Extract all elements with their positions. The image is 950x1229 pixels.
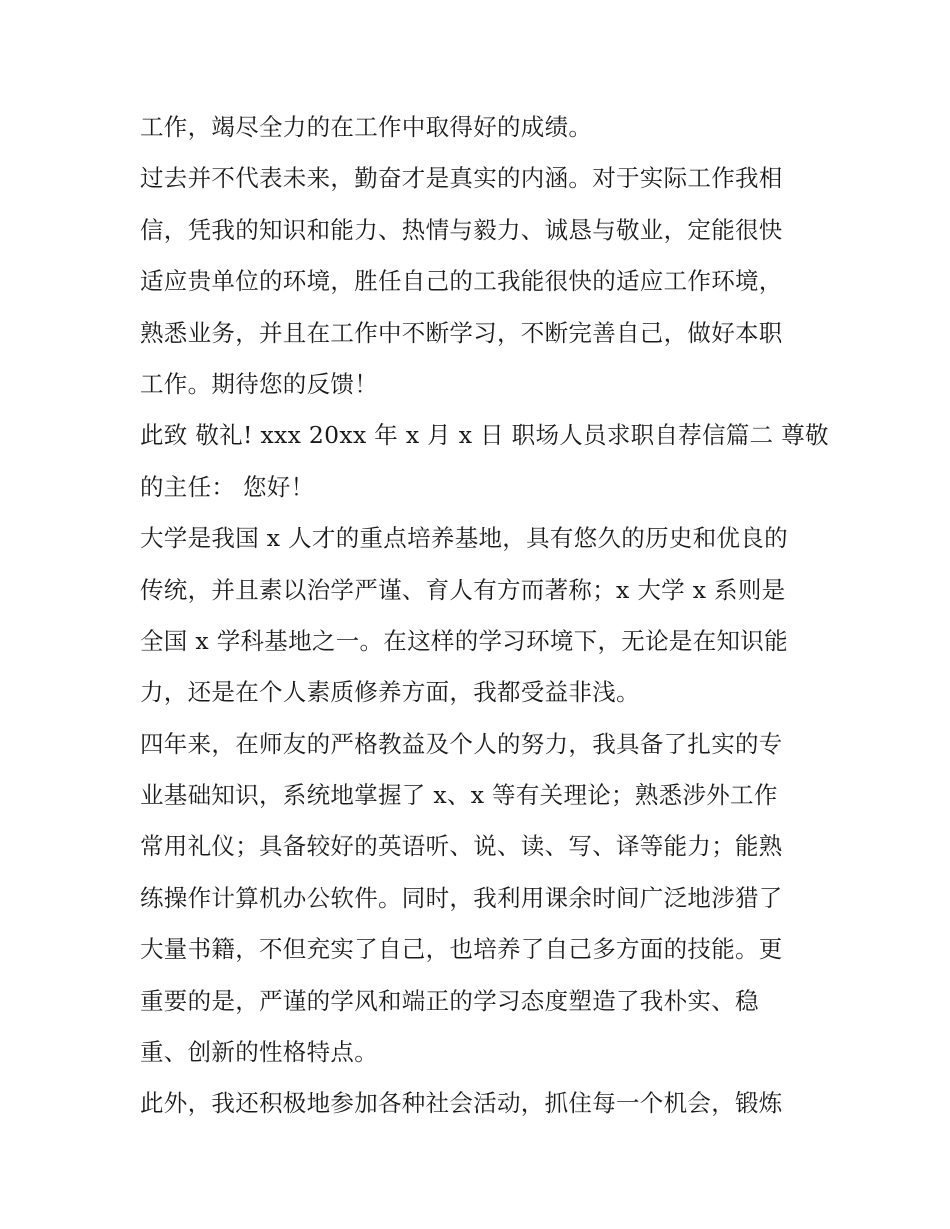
text-line: 重要的是，严谨的学风和端正的学习态度塑造了我朴实、稳 (140, 986, 759, 1015)
text-line: 练操作计算机办公软件。同时，我利用课余时间广泛地涉猎了 (140, 883, 783, 912)
text-line: 业基础知识，系统地掌握了 x、x 等有关理论；熟悉涉外工作 (140, 781, 778, 810)
text-line: 工作。期待您的反馈！ (140, 369, 378, 398)
text-line: 全国 x 学科基地之一。在这样的学习环境下，无论是在知识能 (140, 626, 788, 655)
text-line: 信，凭我的知识和能力、热情与毅力、诚恳与敬业，定能很快 (140, 215, 783, 244)
text-line: 大量书籍，不但充实了自己，也培养了自己多方面的技能。更 (140, 935, 783, 964)
letter-body (140, 102, 829, 1130)
text-line: 此致 敬礼! xxx 20xx 年 x 月 x 日 职场人员求职自荐信篇二 尊敬 (140, 421, 829, 450)
text-line: 四年来，在师友的严格教益及个人的努力，我具备了扎实的专 (140, 729, 783, 758)
text-line: 大学是我国 x 人才的重点培养基地，具有悠久的历史和优良的 (140, 524, 788, 553)
text-line: 重、创新的性格特点。 (140, 1038, 378, 1067)
text-line: 过去并不代表未来，勤奋才是真实的内涵。对于实际工作我相 (140, 164, 783, 193)
text-line: 传统，并且素以治学严谨、育人有方而著称；x 大学 x 系则是 (140, 575, 786, 604)
text-line: 常用礼仪；具备较好的英语听、说、读、写、译等能力；能熟 (140, 832, 783, 861)
text-line: 适应贵单位的环境，胜任自己的工我能很快的适应工作环境， (140, 267, 783, 296)
text-line: 熟悉业务，并且在工作中不断学习，不断完善自己，做好本职 (140, 318, 783, 347)
text-line: 的主任： 您好！ (140, 472, 315, 501)
text-line: 力，还是在个人素质修养方面，我都受益非浅。 (140, 678, 640, 707)
text-line: 此外，我还积极地参加各种社会活动，抓住每一个机会，锻炼 (140, 1089, 783, 1118)
text-line: 工作，竭尽全力的在工作中取得好的成绩。 (140, 113, 593, 141)
